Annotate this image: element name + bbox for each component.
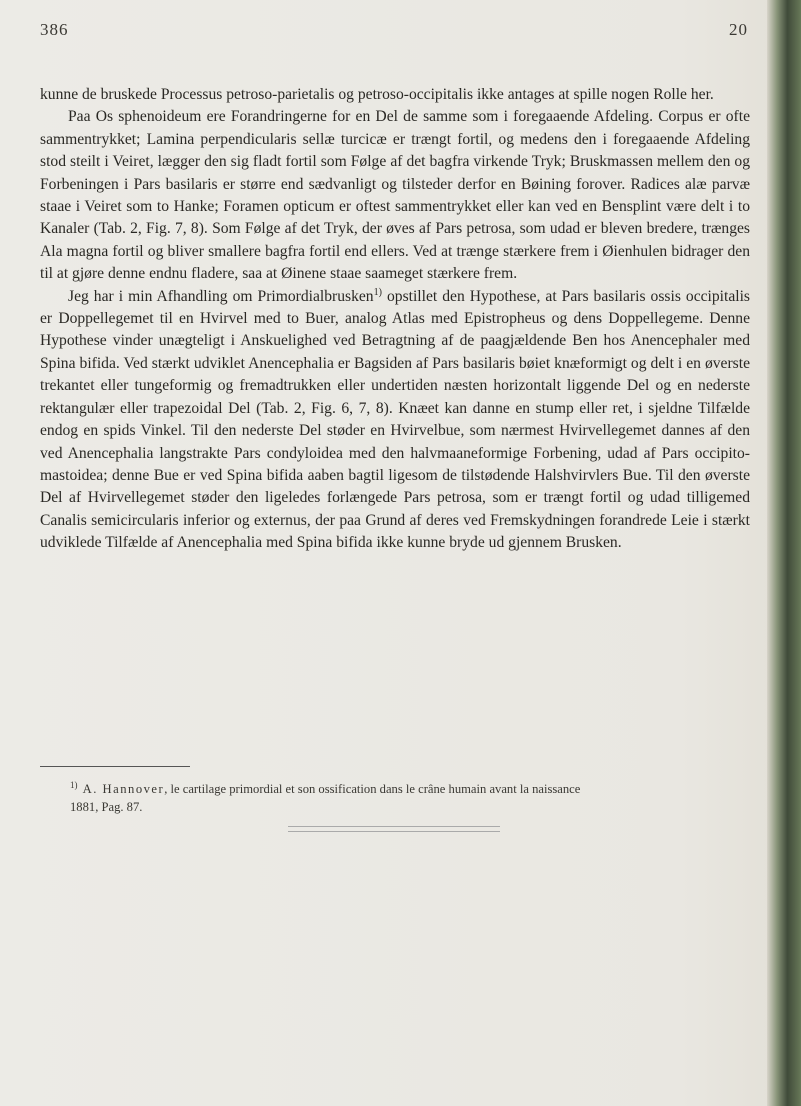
footnote-divider	[40, 766, 190, 767]
paragraph-3	[40, 286, 750, 555]
body-text	[40, 84, 750, 555]
right-page-number: 20	[729, 20, 748, 39]
page-header	[40, 20, 748, 50]
bottom-ornament-rule	[288, 826, 500, 832]
left-page-number: 386	[40, 20, 69, 39]
footnote	[70, 776, 750, 816]
paragraph-3-rest: opstillet den Hypothese, at Pars basilaris ossis occipitalis er Doppellegemet til en Hvirvel med to Buer, analog Atlas med Epistropheus og dens Doppellegeme. Denne Hypothese vinder unægteligt i Anskuelighed ved Betragtning af de paagjældende Ben hos Anencephaler med Spina bifida. Ved stærkt udviklet Anencephalia er Bagsiden af Pars basilaris bøiet knæformigt og delt i en øverste trekantet eller tungeformig og fremadtrukken eller undertiden næsten horizontalt liggende Del og en nederste rektangulær eller trapezoidal Del (Tab. 2, Fig. 6, 7, 8). Knæet kan danne en stump eller ret, i sjeldne Tilfælde endog en spids Vinkel. Til den nederste Del støder en Hvirvelbue, som nærmest Hvirvellegemet dannes af den ved Anencephalia langstrakte Pars condyloidea med den halvmaaneformige Forbening, udad af Pars occipito-mastoidea; denne Bue er ved Spina bifida aaben bagtil ligesom de tilstødende Halshvirvlers Bue. Til den øverste Del af Hvirvellegemet støder den ligeledes forlængede Pars petrosa, som er trængt fortil og udad tilligemed Canalis semicircularis inferior og externus, der paa Grund af deres ved Fremskydningen forandrede Leie i stærkt udviklede Tilfælde af Anencephalia med Spina bifida ikke kunne bryde ud gjennem Brusken.	[40, 287, 750, 552]
footnote-author: A. Hannover	[82, 782, 165, 797]
paragraph-2: Paa Os sphenoideum ere Forandringerne for en Del de samme som i foregaaende Afdeling. Corpus er ofte sammentrykket; Lamina perpendicularis sellæ turcicæ er trængt fortil, og medens den i foregaaende Afdeling stod steilt i Veiret, lægger den sig fladt fortil som Følge af det bagfra virkende Tryk; Bruskmassen mellem den og Forbeningen i Pars basilaris er større end sædvanligt og tilsteder derfor en Bøining forover. Radices alæ parvæ staae i Veiret som to Hanke; Foramen opticum er oftest sammentrykket eller kan ved en Bensplint være delt i to Kanaler (Tab. 2, Fig. 7, 8). Som Følge af det Tryk, der øves af Pars petrosa, som udad er bleven bredere, trænges Ala magna fortil og bliver smallere bagfra fortil end ellers. Ved at trænge stærkere frem i Øienhulen bidrager den til at gjøre denne endnu fladere, saa at Øinene staae saameget stærkere frem.	[40, 108, 750, 283]
paragraph-1: kunne de bruskede Processus petroso-parietalis og petroso-occipitalis ikke antages at spille nogen Rolle her.	[40, 86, 714, 103]
paragraph-3-start: Jeg har i min Afhandling om Primordialbrusken	[68, 287, 374, 305]
footnote-number: 1)	[70, 780, 78, 790]
book-binding-edge	[767, 0, 801, 1106]
footnote-reference: 1)	[373, 286, 382, 298]
footnote-text: , le cartilage primordial et son ossification dans le crâne humain avant la naissance	[164, 782, 581, 797]
footnote-continuation: 1881, Pag. 87.	[70, 800, 143, 815]
